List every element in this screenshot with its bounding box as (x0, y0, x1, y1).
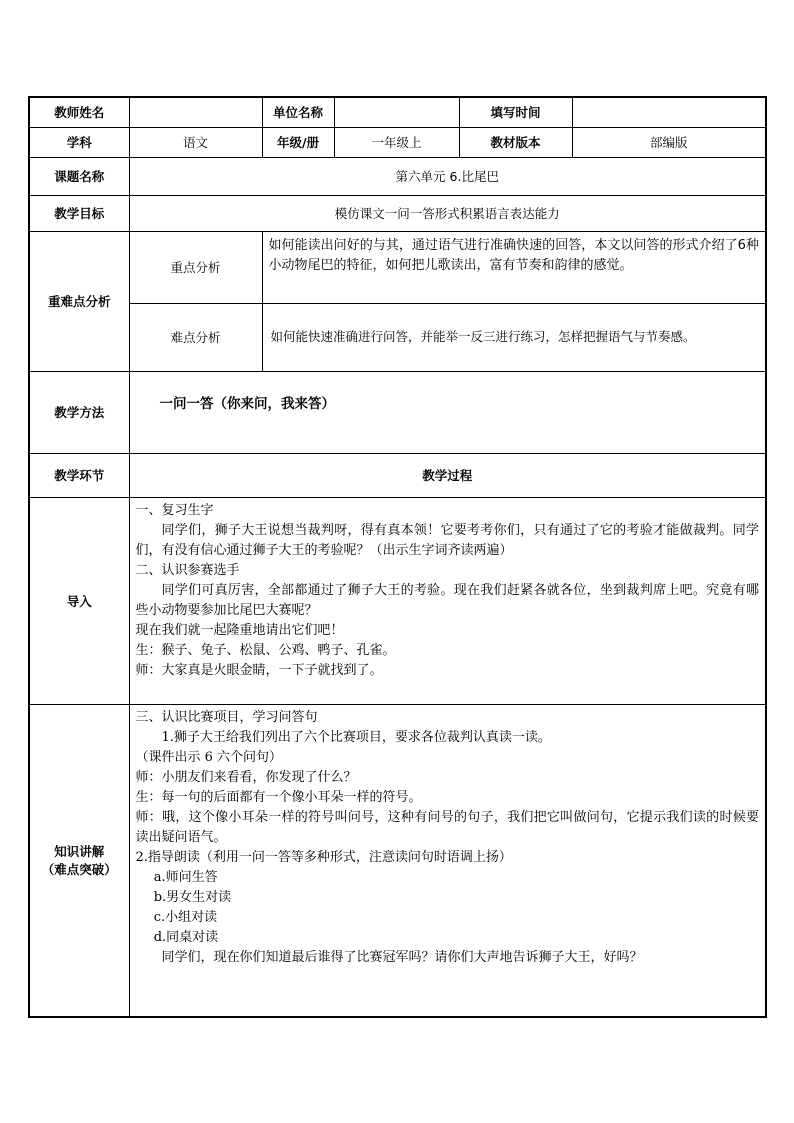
edition-value: 部编版 (572, 127, 766, 157)
lesson-plan-table (28, 96, 767, 1018)
edition-label: 教材版本 (459, 127, 572, 157)
header-row-1 (29, 97, 766, 127)
unit-label: 单位名称 (262, 97, 334, 127)
intro-line: 师：大家真是火眼金睛，一下子就找到了。 (135, 662, 383, 678)
intro-line: 现在我们就一起隆重地请出它们吧！ (135, 622, 344, 638)
difficult-analysis-text: 如何能快速准确进行问答，并能举一反三进行练习，怎样把握语气与节奏感。 (262, 303, 766, 371)
subject-label: 学科 (29, 127, 129, 157)
knowledge-content (129, 704, 766, 1017)
goal-row (29, 195, 766, 231)
method-label: 教学方法 (29, 371, 129, 453)
intro-content (129, 497, 766, 704)
process-header: 教学过程 (129, 453, 766, 497)
knowledge-label-line1: 知识讲解 (54, 844, 105, 860)
teacher-label: 教师姓名 (29, 97, 129, 127)
knowledge-label-line2: （难点突破） (41, 862, 117, 878)
knowledge-label (29, 704, 129, 1017)
intro-line: 同学们可真厉害，全部都通过了狮子大王的考验。现在我们赶紧各就各位，坐到裁判席上吧。究竟有哪些小动物要参加比尾巴大赛呢？ (135, 582, 759, 618)
grade-label: 年级/册 (262, 127, 334, 157)
key-analysis-text: 如何能读出问好的与其，通过语气进行准确快速的回答，本文以问答的形式介绍了6种小动物尾巴的特征，如何把儿歌读出，富有节奏和韵律的感觉。 (262, 231, 766, 303)
intro-line: 同学们，狮子大王说想当裁判呀，得有真本领！它要考考你们，只有通过了它的考验才能做裁判。同学们，有没有信心通过狮子大王的考验呢？（出示生字词齐读两遍） (135, 522, 759, 558)
difficult-analysis-row (29, 303, 766, 371)
intro-line: 二、认识参赛选手 (135, 562, 240, 578)
analysis-label: 重难点分析 (29, 231, 129, 371)
key-analysis-row (29, 231, 766, 303)
difficult-analysis-label: 难点分析 (129, 303, 262, 371)
knowledge-line: c.小组对读 (153, 909, 218, 925)
knowledge-row (29, 704, 766, 1017)
lesson-title-label: 课题名称 (29, 157, 129, 195)
goal-value: 模仿课文一问一答形式积累语言表达能力 (129, 195, 766, 231)
knowledge-line: 师：小朋友们来看看，你发现了什么？ (135, 769, 357, 785)
knowledge-line: b.男女生对读 (153, 889, 232, 905)
intro-line: 生：猴子、兔子、松鼠、公鸡、鸭子、孔雀。 (135, 642, 396, 658)
knowledge-line: 生：每一句的后面都有一个像小耳朵一样的符号。 (135, 789, 422, 805)
knowledge-line: 2.指导朗读（利用一问一答等多种形式，注意读问句时语调上扬） (135, 849, 512, 865)
knowledge-line: a.师问生答 (153, 869, 218, 885)
intro-line: 一、复习生字 (135, 502, 214, 518)
title-row (29, 157, 766, 195)
intro-label: 导入 (29, 497, 129, 704)
knowledge-line: 1.狮子大王给我们列出了六个比赛项目，要求各位裁判认真读一读。 (161, 729, 551, 745)
lesson-title-value: 第六单元 6.比尾巴 (129, 157, 766, 195)
method-row (29, 371, 766, 453)
process-header-row (29, 453, 766, 497)
method-value: 一问一答（你来问，我来答） (129, 371, 766, 453)
header-row-2 (29, 127, 766, 157)
unit-value (334, 97, 459, 127)
grade-value: 一年级上 (334, 127, 459, 157)
teacher-value (129, 97, 262, 127)
knowledge-line: 同学们，现在你们知道最后谁得了比赛冠军吗？请你们大声地告诉狮子大王，好吗？ (161, 949, 643, 965)
date-label: 填写时间 (459, 97, 572, 127)
goal-label: 教学目标 (29, 195, 129, 231)
key-analysis-label: 重点分析 (129, 231, 262, 303)
knowledge-line: 三、认识比赛项目，学习问答句 (135, 709, 318, 725)
date-value (572, 97, 766, 127)
intro-row (29, 497, 766, 704)
subject-value: 语文 (129, 127, 262, 157)
knowledge-line: d.同桌对读 (153, 929, 219, 945)
stage-header: 教学环节 (29, 453, 129, 497)
knowledge-line: 师：哦，这个像小耳朵一样的符号叫问号，这种有问号的句子，我们把它叫做问句，它提示我们读的时候要读出疑问语气。 (135, 809, 759, 845)
knowledge-line: （课件出示 6 六个问句） (135, 749, 283, 765)
